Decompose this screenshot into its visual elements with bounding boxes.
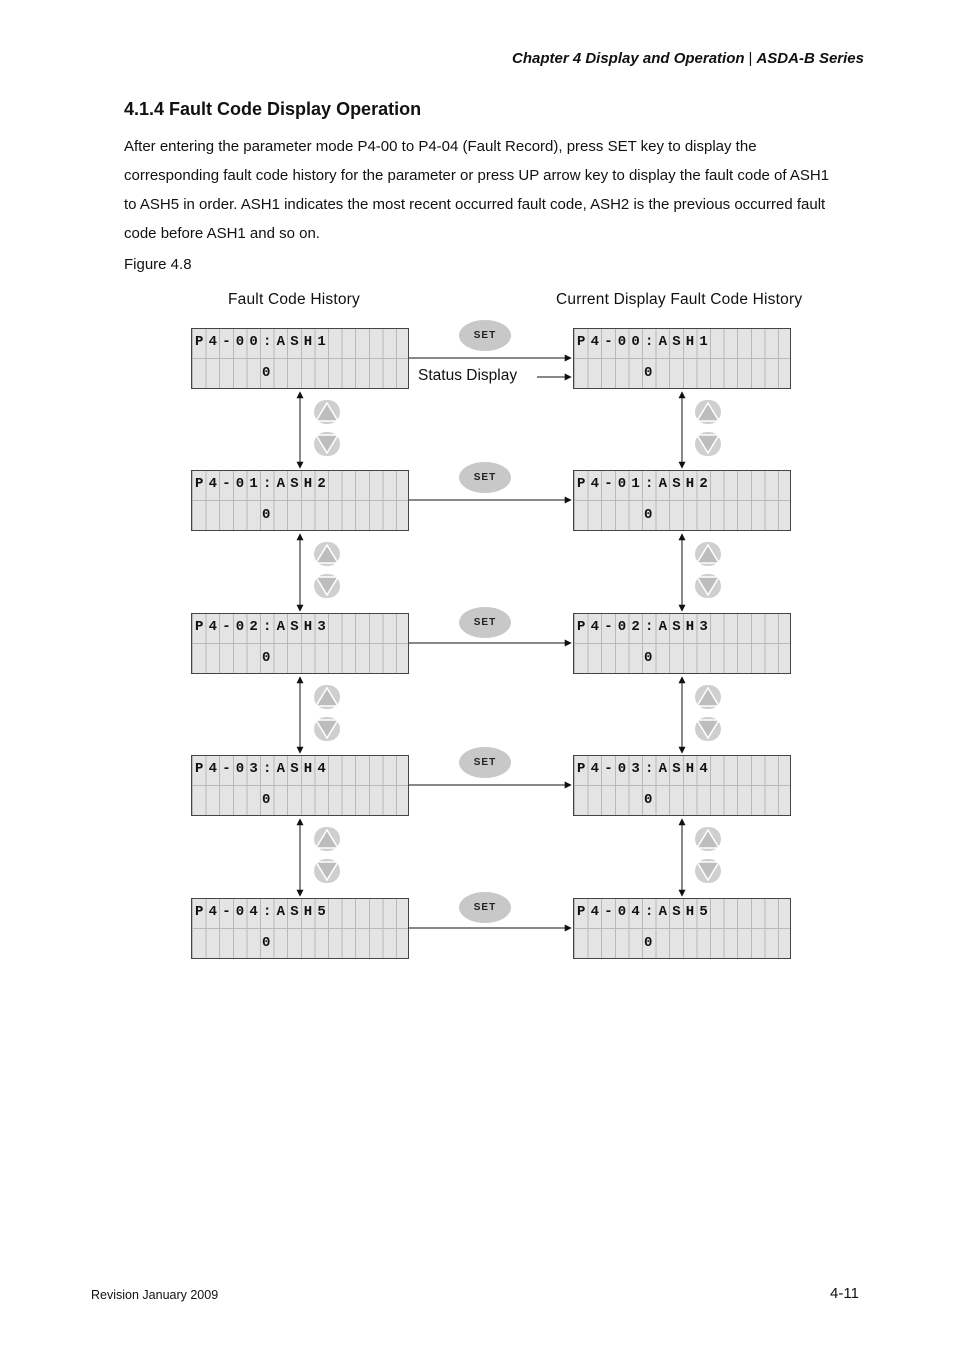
section-title: 4.1.4 Fault Code Display Operation — [124, 99, 422, 119]
down-arrow-key-icon — [314, 574, 340, 598]
down-arrow-key-icon — [314, 432, 340, 456]
up-arrow-key-icon — [314, 542, 340, 566]
body-paragraph: After entering the parameter mode P4-00 to P4-04 (Fault Record), press SET key to display the corresponding fault code history for the parameter or press UP arrow key to display the fault code of ASH1 to ASH5 in order. ASH1 indicates the most recent occurred fault code, ASH2 is the previous occurred fault code before ASH1 and so on. — [124, 138, 830, 242]
right-lcd-display-3 — [573, 755, 791, 816]
set-key-icon: SET — [459, 462, 511, 493]
down-arrow-key-icon — [695, 574, 721, 598]
up-arrow-key-icon — [695, 400, 721, 424]
right-lcd-display-2 — [573, 613, 791, 674]
left-lcd-display-4 — [191, 898, 409, 959]
up-arrow-key-icon — [695, 827, 721, 851]
lcd-line-2: 0 — [262, 507, 271, 523]
lcd-line-2: 0 — [644, 650, 653, 666]
lcd-line-2: 0 — [644, 507, 653, 523]
lcd-line-2: 0 — [644, 365, 653, 381]
lcd-line-1: P4-03:ASH4 — [577, 761, 714, 777]
lcd-line-1: P4-01:ASH2 — [195, 476, 332, 492]
lcd-line-2: 0 — [262, 792, 271, 808]
right-lcd-display-1 — [573, 470, 791, 531]
lcd-line-1: P4-00:ASH1 — [195, 334, 332, 350]
up-arrow-key-icon — [314, 827, 340, 851]
set-key-icon: SET — [459, 892, 511, 923]
down-arrow-key-icon — [695, 717, 721, 741]
figure-label: Figure 4.8 — [124, 256, 192, 273]
left-lcd-display-0 — [191, 328, 409, 389]
left-lcd-display-3 — [191, 755, 409, 816]
set-key-icon: SET — [459, 747, 511, 778]
down-arrow-key-icon — [695, 859, 721, 883]
lcd-line-2: 0 — [262, 935, 271, 951]
set-key-icon: SET — [459, 320, 511, 351]
lcd-line-1: P4-04:ASH5 — [195, 904, 332, 920]
right-column-heading: Current Display Fault Code History — [556, 291, 803, 308]
up-arrow-key-icon — [695, 685, 721, 709]
lcd-line-1: P4-01:ASH2 — [577, 476, 714, 492]
up-arrow-key-icon — [314, 400, 340, 424]
lcd-line-1: P4-02:ASH3 — [195, 619, 332, 635]
lcd-line-2: 0 — [644, 792, 653, 808]
right-lcd-display-4 — [573, 898, 791, 959]
up-arrow-key-icon — [695, 542, 721, 566]
left-column-heading: Fault Code History — [228, 291, 360, 308]
lcd-line-2: 0 — [644, 935, 653, 951]
chapter-title: Chapter 4 Display and Operation — [511, 50, 745, 67]
header-separator: | — [748, 50, 753, 67]
down-arrow-key-icon — [695, 432, 721, 456]
set-key-icon: SET — [459, 607, 511, 638]
down-arrow-key-icon — [314, 717, 340, 741]
lcd-line-1: P4-02:ASH3 — [577, 619, 714, 635]
left-lcd-display-1 — [191, 470, 409, 531]
lcd-line-2: 0 — [262, 650, 271, 666]
lcd-line-1: P4-03:ASH4 — [195, 761, 332, 777]
lcd-line-1: P4-04:ASH5 — [577, 904, 714, 920]
lcd-line-1: P4-00:ASH1 — [577, 334, 714, 350]
lcd-line-2: 0 — [262, 365, 271, 381]
status-display-label: Status Display — [418, 367, 518, 384]
page-number: 4-11 — [830, 1285, 859, 1302]
left-lcd-display-2 — [191, 613, 409, 674]
series-name: ASDA-B Series — [756, 50, 864, 67]
down-arrow-key-icon — [314, 859, 340, 883]
up-arrow-key-icon — [314, 685, 340, 709]
footer-revision: Revision January 2009 — [91, 1288, 219, 1302]
right-lcd-display-0 — [573, 328, 791, 389]
